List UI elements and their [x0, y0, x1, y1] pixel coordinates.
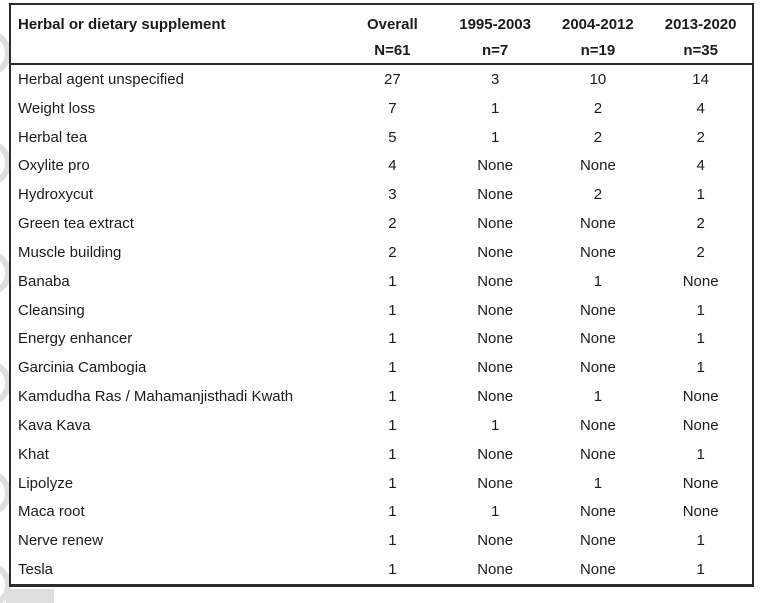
header-n: n=7	[481, 42, 509, 59]
row-value: None	[477, 474, 514, 492]
header-supplement-column: Herbal or dietary supplement	[18, 16, 226, 33]
row-value: None	[477, 215, 514, 233]
watermark-circle	[0, 33, 8, 73]
row-value: None	[579, 416, 616, 434]
table-row	[11, 353, 752, 382]
table-row	[11, 151, 752, 180]
table-row	[11, 180, 752, 209]
row-value: None	[477, 532, 514, 550]
row-value: None	[477, 445, 514, 463]
row-value: None	[477, 186, 514, 204]
row-value: None	[579, 359, 616, 377]
row-value: 14	[692, 70, 709, 88]
row-label: Muscle building	[18, 243, 122, 261]
row-value: 27	[384, 70, 401, 88]
row-value: 1	[490, 99, 500, 117]
header-period: Overall	[366, 16, 418, 33]
row-value: 1	[388, 416, 397, 434]
row-value: None	[477, 359, 514, 377]
row-value: 1	[490, 503, 500, 521]
table-header-row	[11, 5, 752, 65]
row-value: 1	[593, 388, 603, 406]
row-value: None	[682, 416, 719, 434]
row-value: None	[477, 272, 514, 290]
row-label: Herbal agent unspecified	[18, 70, 184, 88]
table-row	[11, 65, 752, 94]
table-row	[11, 526, 752, 555]
header-1995-2003-column	[444, 5, 547, 63]
table-row	[11, 94, 752, 123]
row-label: Herbal tea	[18, 128, 88, 146]
row-label: Green tea extract	[18, 215, 134, 233]
scan-artifact-block	[6, 589, 54, 603]
row-label: Tesla	[18, 560, 54, 578]
row-value: 3	[490, 70, 500, 88]
header-overall-column	[341, 5, 444, 63]
row-value: None	[579, 532, 616, 550]
header-2004-2012-column	[547, 5, 650, 63]
table-row	[11, 411, 752, 440]
row-value: None	[477, 330, 514, 348]
row-label: Energy enhancer	[18, 330, 133, 348]
row-value: 1	[593, 272, 603, 290]
row-value: 1	[696, 359, 705, 377]
row-value: 1	[388, 272, 397, 290]
table-row	[11, 440, 752, 469]
row-label: Kamdudha Ras / Mahamanjisthadi Kwath	[18, 388, 294, 406]
row-value: None	[477, 157, 514, 175]
header-period: 2004-2012	[562, 16, 634, 33]
row-value: 1	[388, 445, 397, 463]
row-value: 2	[388, 243, 397, 261]
table-row	[11, 324, 752, 353]
row-label: Maca root	[18, 503, 85, 521]
table-row	[11, 267, 752, 296]
table-row	[11, 209, 752, 238]
row-value: 2	[696, 128, 705, 146]
row-value: 2	[696, 215, 705, 233]
row-value: None	[579, 215, 616, 233]
watermark-circle	[0, 143, 8, 183]
table-body	[11, 65, 752, 584]
table-row	[11, 382, 752, 411]
row-value: 3	[388, 186, 397, 204]
row-value: 1	[696, 301, 705, 319]
row-label: Lipolyze	[18, 474, 74, 492]
watermark-circle	[0, 363, 8, 403]
header-2013-2020-column	[649, 5, 752, 63]
row-value: None	[579, 243, 616, 261]
row-value: 1	[388, 474, 397, 492]
row-value: 2	[696, 243, 705, 261]
row-value: 1	[388, 503, 397, 521]
row-value: 1	[593, 474, 603, 492]
row-label: Cleansing	[18, 301, 85, 319]
header-period: 2013-2020	[664, 16, 737, 33]
row-value: 5	[388, 128, 397, 146]
watermark-circle	[0, 473, 8, 513]
watermark-circle	[0, 253, 8, 293]
header-n: n=35	[683, 42, 718, 59]
row-value: 1	[696, 330, 705, 348]
row-value: None	[477, 560, 514, 578]
table-row	[11, 555, 752, 584]
row-value: 7	[388, 99, 397, 117]
row-value: 2	[593, 128, 603, 146]
header-n: n=19	[580, 42, 616, 59]
row-label: Banaba	[18, 272, 70, 290]
row-value: 1	[696, 186, 705, 204]
row-value: None	[477, 243, 514, 261]
table-row	[11, 238, 752, 267]
row-value: None	[682, 503, 719, 521]
row-value: 1	[696, 445, 705, 463]
row-value: 1	[490, 416, 500, 434]
table-row	[11, 296, 752, 325]
row-value: 4	[696, 157, 705, 175]
row-value: None	[682, 474, 719, 492]
row-value: None	[579, 330, 616, 348]
table-row	[11, 123, 752, 152]
row-value: 1	[388, 532, 397, 550]
header-n: N=61	[374, 42, 411, 59]
row-value: 2	[593, 99, 603, 117]
row-label: Garcinia Cambogia	[18, 359, 147, 377]
row-value: None	[477, 388, 514, 406]
row-value: 1	[490, 128, 500, 146]
row-value: 1	[388, 359, 397, 377]
row-label: Weight loss	[18, 99, 96, 117]
row-value: None	[579, 503, 616, 521]
row-label: Kava Kava	[18, 416, 91, 434]
row-label: Khat	[18, 445, 49, 463]
row-label: Nerve renew	[18, 532, 104, 550]
row-value: 1	[388, 388, 397, 406]
row-value: 4	[696, 99, 705, 117]
header-period: 1995-2003	[459, 16, 531, 33]
row-value: None	[682, 388, 719, 406]
row-value: None	[579, 560, 616, 578]
row-label: Oxylite pro	[18, 157, 90, 175]
row-value: 2	[593, 186, 603, 204]
row-value: 2	[388, 215, 397, 233]
supplements-table	[9, 3, 754, 587]
row-label: Hydroxycut	[18, 186, 94, 204]
row-value: 1	[696, 560, 705, 578]
row-value: None	[579, 157, 616, 175]
table-row	[11, 469, 752, 498]
row-value: 1	[388, 560, 397, 578]
row-value: None	[579, 445, 616, 463]
row-value: 1	[388, 301, 397, 319]
row-value: 10	[589, 70, 607, 88]
table-row	[11, 497, 752, 526]
row-value: None	[579, 301, 616, 319]
row-value: None	[477, 301, 514, 319]
row-value: 4	[388, 157, 397, 175]
row-value: None	[682, 272, 719, 290]
row-value: 1	[388, 330, 397, 348]
row-value: 1	[696, 532, 705, 550]
